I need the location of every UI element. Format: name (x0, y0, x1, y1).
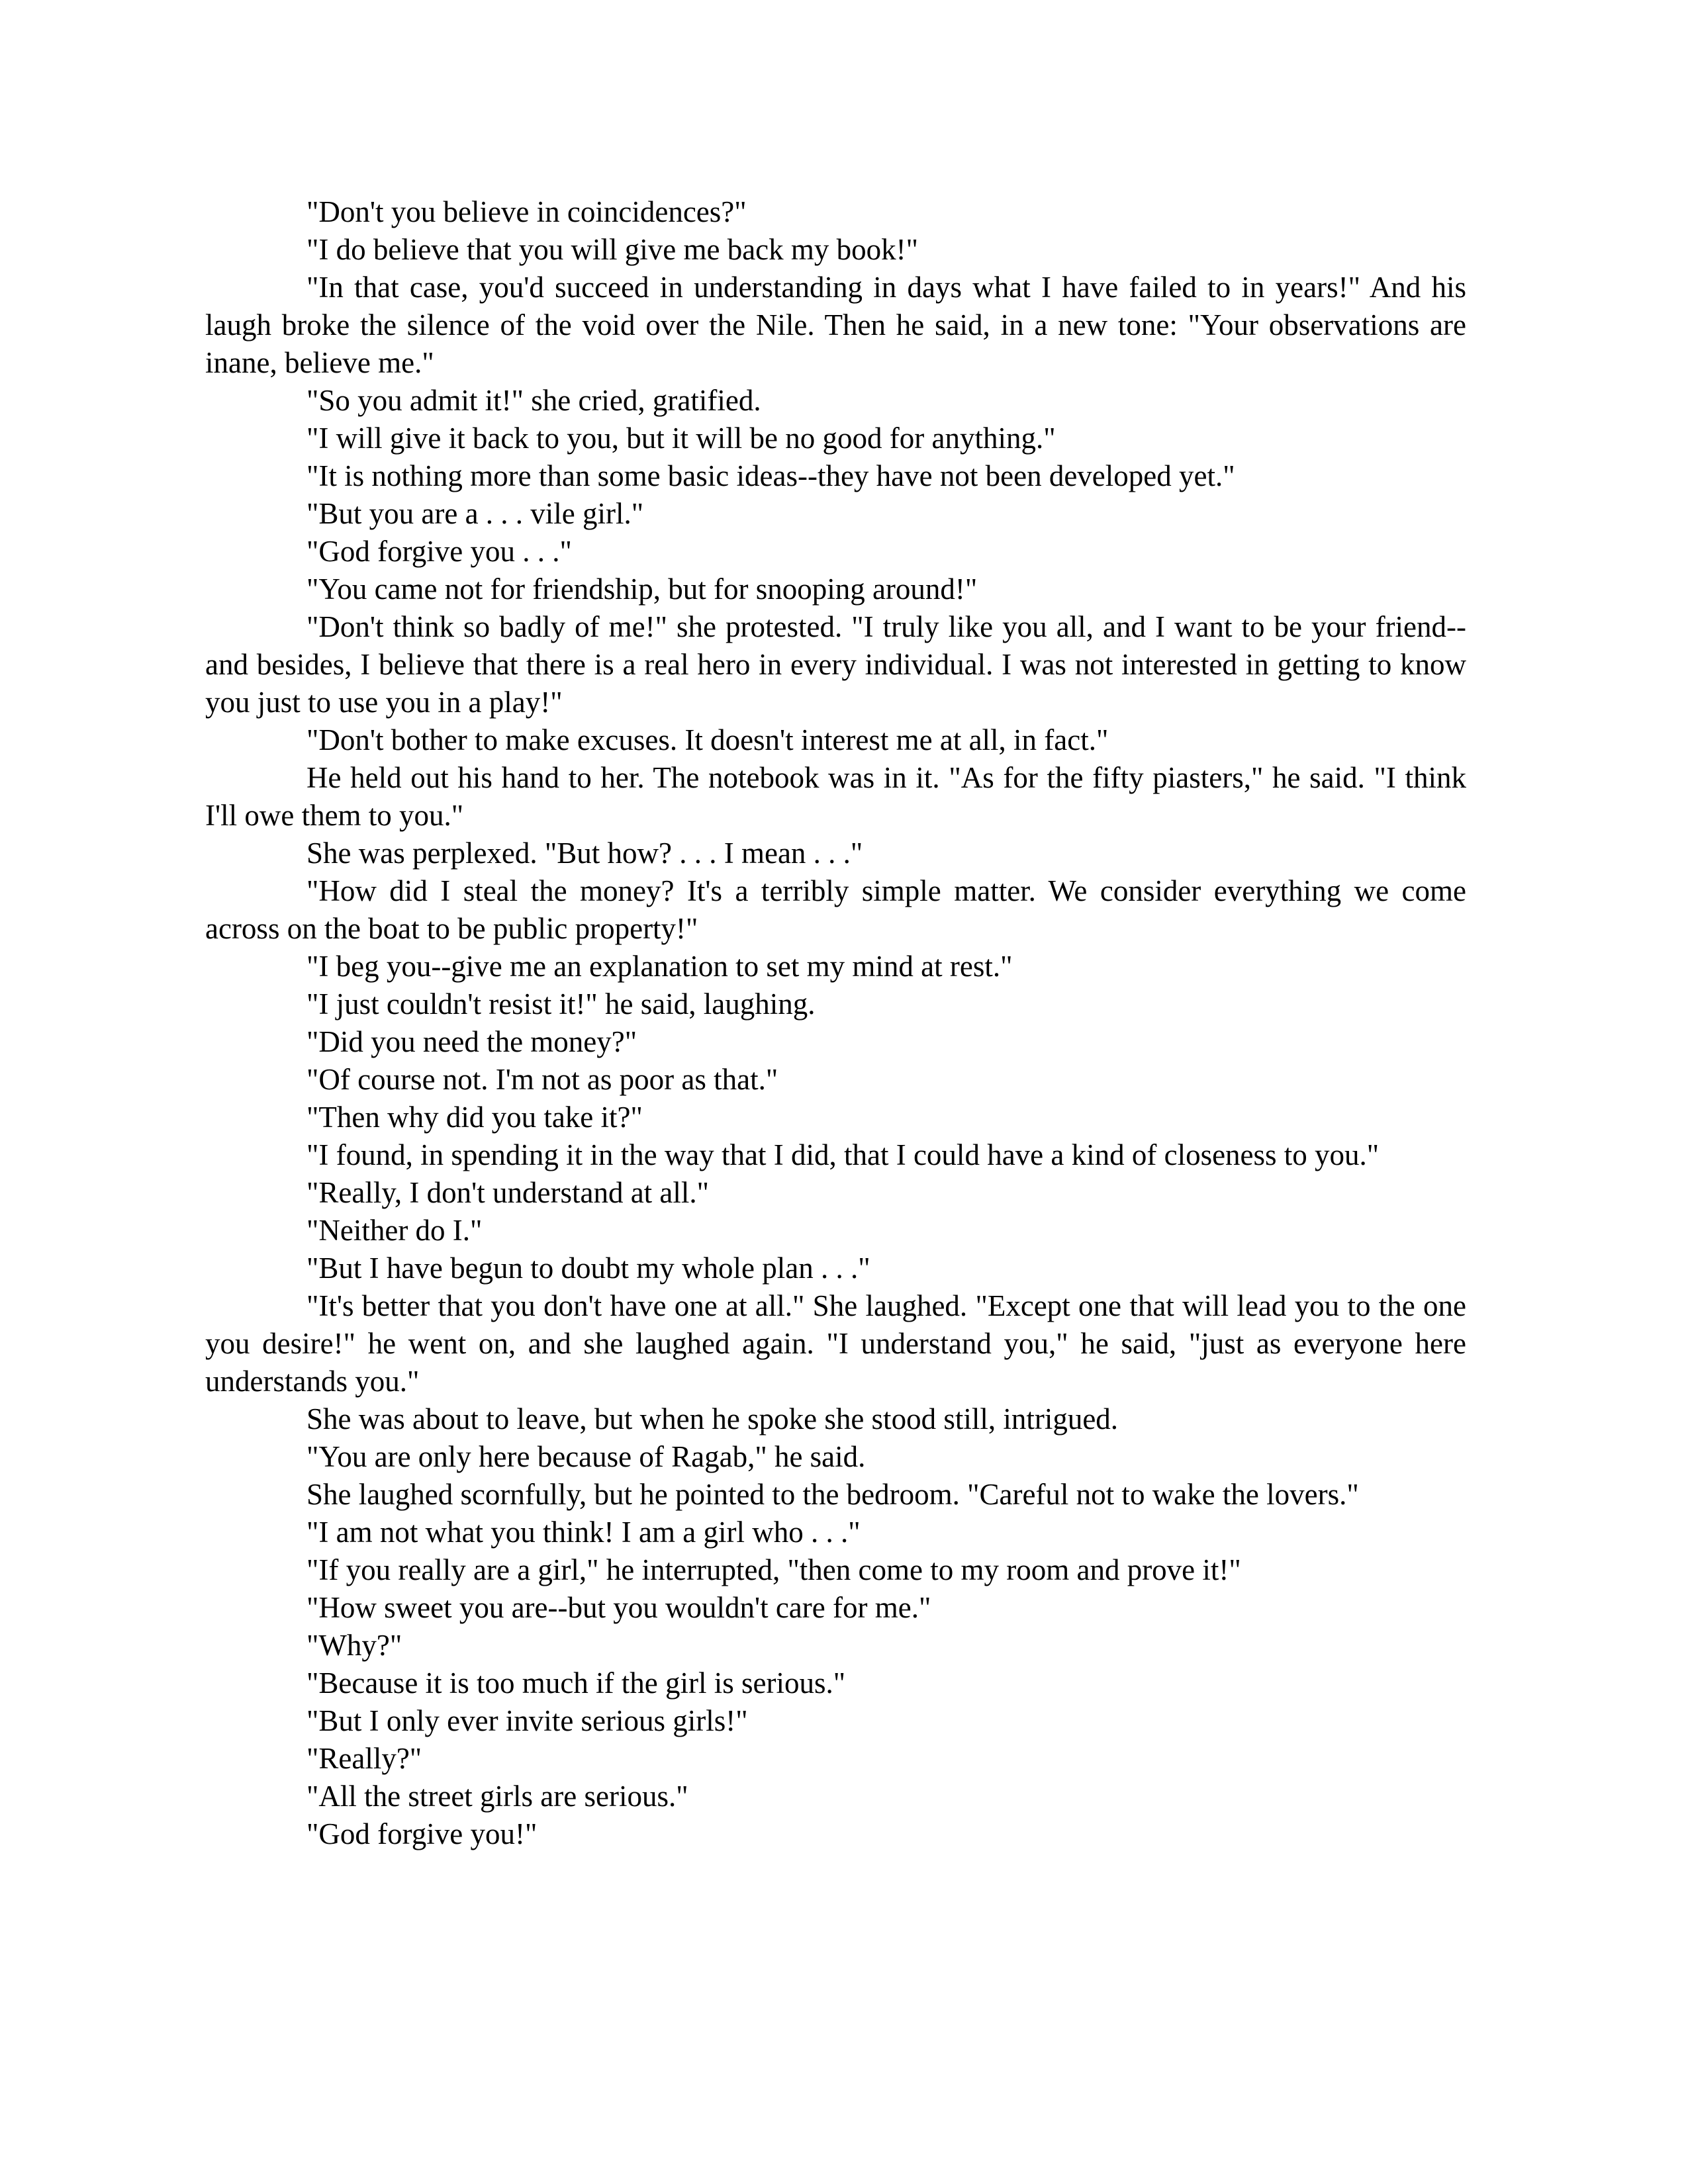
paragraph: "How sweet you are--but you wouldn't care for me." (306, 1591, 931, 1624)
paragraph: "It's better that you don't have one at all." She laughed. "Except one that will lead you to the one you desire!" he went on, and she laughed again. "I understand you," he said, "just as everyone here understands you." (205, 1289, 1466, 1398)
paragraph: "Then why did you take it?" (306, 1101, 643, 1134)
paragraph: "Neither do I." (306, 1214, 483, 1247)
paragraph: "I do believe that you will give me back my book!" (306, 233, 919, 266)
paragraph: "In that case, you'd succeed in understanding in days what I have failed to in years!" And his laugh broke the silence of the void over the Nile. Then he said, in a new tone: "Your observations are inane, believe me." (205, 271, 1466, 379)
paragraph: She laughed scornfully, but he pointed to the bedroom. "Careful not to wake the lovers." (306, 1478, 1359, 1511)
paragraph: She was perplexed. "But how? . . . I mean . . ." (306, 837, 863, 870)
paragraph: "I will give it back to you, but it will be no good for anything." (306, 422, 1056, 455)
paragraph: "All the street girls are serious." (306, 1780, 688, 1813)
paragraph: "Really, I don't understand at all." (306, 1176, 710, 1209)
paragraph: "Why?" (306, 1629, 402, 1662)
paragraph: "So you admit it!" she cried, gratified. (306, 384, 761, 417)
paragraph: "But I only ever invite serious girls!" (306, 1704, 748, 1737)
paragraph: "You are only here because of Ragab," he said. (306, 1440, 866, 1473)
paragraph: "Of course not. I'm not as poor as that." (306, 1063, 778, 1096)
document-page (205, 193, 1466, 1853)
paragraph: "You came not for friendship, but for snooping around!" (306, 572, 978, 606)
paragraph: He held out his hand to her. The notebook was in it. "As for the fifty piasters," he said. "I think I'll owe them to you." (205, 761, 1466, 832)
paragraph: "I found, in spending it in the way that I did, that I could have a kind of closeness to you." (306, 1138, 1380, 1171)
paragraph: "Don't think so badly of me!" she protested. "I truly like you all, and I want to be your friend--and besides, I believe that there is a real hero in every individual. I was not interested in getting to know you just to use you in a play!" (205, 610, 1466, 719)
paragraph: "God forgive you!" (306, 1817, 538, 1850)
paragraph: "If you really are a girl," he interrupted, "then come to my room and prove it!" (306, 1553, 1241, 1586)
paragraph: "But you are a . . . vile girl." (306, 497, 644, 530)
paragraph: "God forgive you . . ." (306, 535, 572, 568)
paragraph: "How did I steal the money? It's a terribly simple matter. We consider everything we come across on the boat to be public property!" (205, 874, 1466, 945)
paragraph: "I just couldn't resist it!" he said, laughing. (306, 987, 816, 1021)
paragraph: "I beg you--give me an explanation to set my mind at rest." (306, 950, 1013, 983)
paragraph: "Don't you believe in coincidences?" (306, 195, 747, 228)
paragraph: "It is nothing more than some basic ideas--they have not been developed yet." (306, 459, 1235, 492)
paragraph: She was about to leave, but when he spoke she stood still, intrigued. (306, 1402, 1119, 1435)
paragraph: "Don't bother to make excuses. It doesn't interest me at all, in fact." (306, 723, 1109, 756)
paragraph: "Did you need the money?" (306, 1025, 637, 1058)
paragraph: "Because it is too much if the girl is serious." (306, 1666, 846, 1700)
paragraph: "I am not what you think! I am a girl who . . ." (306, 1516, 861, 1549)
paragraph: "Really?" (306, 1742, 422, 1775)
paragraph: "But I have begun to doubt my whole plan . . ." (306, 1251, 870, 1285)
